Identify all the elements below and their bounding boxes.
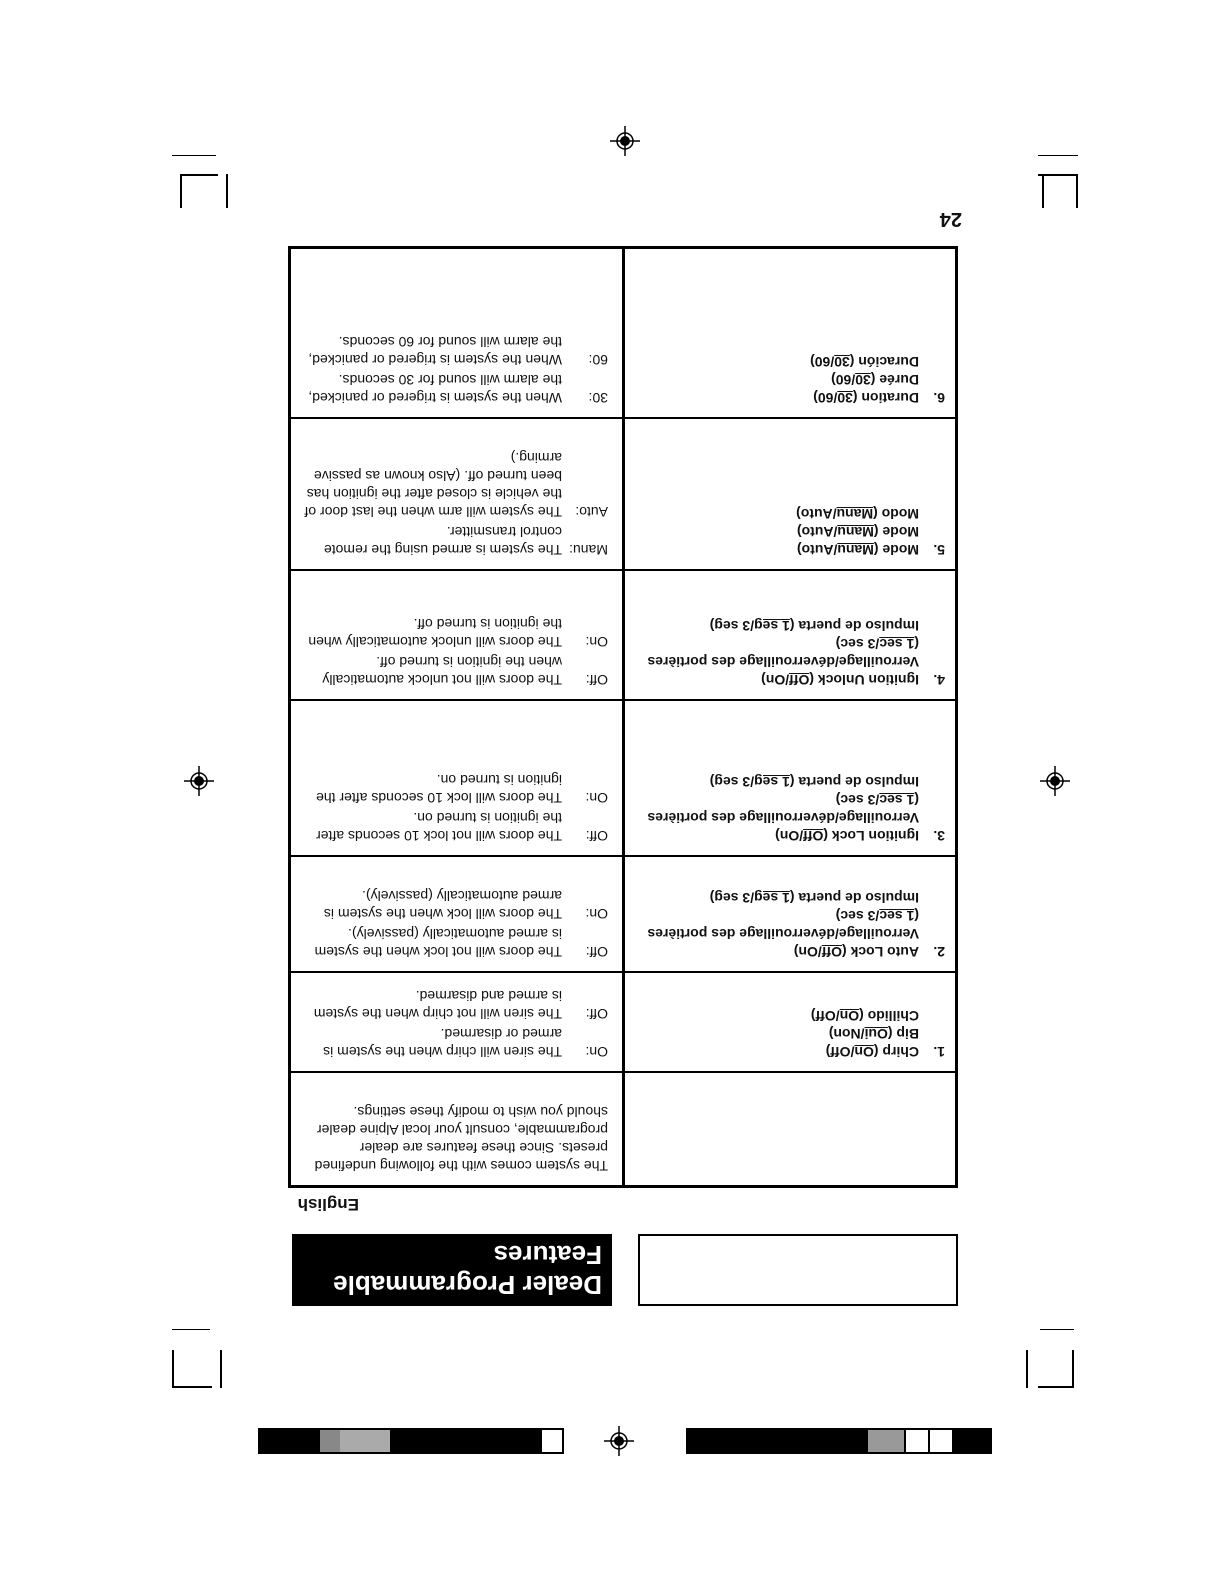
crop-mark: [172, 155, 216, 156]
crop-mark: [180, 174, 218, 176]
feature-option: [301, 887, 608, 923]
blank-box: [638, 1234, 958, 1306]
option-label: On:: [585, 1044, 608, 1060]
crop-mark: [1042, 174, 1044, 208]
feature-number: 3.: [933, 828, 945, 844]
option-label: Off:: [585, 672, 608, 688]
feature-options-cell: [291, 249, 622, 417]
feature-name-pre: Duration (: [852, 390, 919, 406]
feature-name-post: /On): [793, 944, 822, 960]
feature-title: [635, 389, 945, 407]
language-label: English: [297, 1195, 359, 1214]
option-label: Off:: [585, 828, 608, 844]
option-label: 30:: [588, 390, 608, 406]
features-table: [288, 246, 958, 1188]
feature-number: 2.: [933, 944, 945, 960]
feature-translation-default: 1 seg: [754, 890, 790, 906]
option-text: The doors will lock when the system is armed automatically (passively).: [323, 888, 562, 922]
option-text: The system is armed using the remote control transmitter.: [323, 524, 562, 558]
crop-mark: [220, 1350, 222, 1388]
feature-name-default: 30: [837, 390, 853, 406]
feature-options-cell: [291, 973, 622, 1071]
feature-option: [301, 449, 608, 521]
feature-translation: [635, 505, 945, 523]
feature-translation: [635, 353, 945, 371]
option-text: The siren will chirp when the system is armed or disarmed.: [323, 1026, 562, 1060]
feature-row: [291, 971, 955, 1071]
feature-name-default: Manu: [837, 542, 874, 558]
feature-translation-post: /3 seg): [709, 774, 755, 790]
crop-mark: [172, 1386, 212, 1388]
page-number: 24: [939, 208, 962, 230]
crop-mark: [226, 174, 228, 208]
color-bar: [258, 1428, 564, 1454]
feature-translation-default: 1 seg: [754, 618, 790, 634]
feature-translation-pre: Verrouillage/déverrouillage des portières (: [647, 792, 919, 826]
feature-name-default: On: [854, 1044, 874, 1060]
feature-translation-default: Oui: [864, 1026, 888, 1042]
feature-number: 6.: [933, 390, 945, 406]
feature-translation-post: /Non): [828, 1026, 865, 1042]
crop-mark: [172, 1350, 174, 1388]
feature-name-pre: Ignition Lock (: [823, 828, 919, 844]
feature-name-default: Off: [789, 672, 810, 688]
intro-text: The system comes with the following undefined presets. Since these features are dealer programmable, consult your local Alpine dealer should you wish to modify these settings.: [314, 1104, 608, 1174]
feature-name-pre: Auto Lock (: [842, 944, 919, 960]
feature-translation-default: On: [839, 1008, 860, 1024]
feature-name: [797, 541, 919, 559]
feature-translation-post: /60): [810, 354, 835, 370]
feature-name-cell: [622, 419, 955, 569]
option-label: Manu:: [569, 542, 608, 558]
crop-mark: [1038, 174, 1078, 176]
feature-translation-pre: Modo (: [873, 506, 919, 522]
feature-translation: [635, 1007, 945, 1025]
feature-option: [301, 925, 608, 961]
crop-mark: [180, 174, 182, 208]
feature-translation-pre: Verrouillage/déverrouillage des portières (: [647, 908, 919, 942]
feature-translation-default: 30: [834, 354, 850, 370]
feature-translation: [635, 523, 945, 541]
registration-mark-icon: [184, 766, 214, 796]
feature-translation-post: /Auto): [796, 506, 837, 522]
feature-translation: [635, 635, 945, 671]
feature-translation-post: /Auto): [796, 524, 838, 540]
feature-name-pre: Mode (: [873, 542, 919, 558]
feature-translation-pre: Impulso de puerta (: [789, 774, 919, 790]
feature-translation-post: /3 seg): [709, 618, 755, 634]
feature-translation-pre: Impulso de puerta (: [789, 618, 919, 634]
option-label: On:: [585, 634, 608, 650]
feature-title: [635, 827, 945, 845]
feature-options-cell: [291, 857, 622, 971]
feature-translation-default: 1 seg: [754, 774, 790, 790]
crop-mark: [172, 1329, 210, 1330]
option-text: The siren will not chirp when the system is armed and disarmed.: [313, 988, 562, 1022]
option-label: Off:: [585, 1006, 608, 1022]
feature-translation-default: 30: [855, 372, 871, 388]
option-label: 60:: [588, 352, 608, 368]
section-title: [292, 1234, 612, 1306]
feature-translation-default: Manu: [837, 524, 874, 540]
feature-title: [635, 671, 945, 689]
feature-translation: [635, 371, 945, 389]
feature-translation-pre: Chillido (: [859, 1008, 919, 1024]
feature-translation-pre: Duración (: [849, 354, 919, 370]
feature-translation: [635, 617, 945, 635]
feature-translation: [635, 907, 945, 943]
crop-mark: [1038, 1386, 1074, 1388]
feature-translation: [635, 773, 945, 791]
feature-row: [291, 417, 955, 569]
feature-name: [794, 943, 919, 961]
feature-option: [301, 371, 608, 407]
feature-number: 5.: [933, 542, 945, 558]
option-label: Auto:: [575, 504, 608, 520]
feature-translation-pre: Verrouillage/déverrouillage des portières (: [647, 636, 919, 670]
feature-translation-post: /3 sec): [835, 636, 880, 652]
option-text: When the system is trigered or panicked, the alarm will sound for 60 seconds.: [308, 334, 562, 368]
option-text: The system will arm when the last door of the vehicle is closed after the ignition has been turned off. (Also known as passive arming.): [304, 450, 562, 520]
feature-name-post: /On): [775, 828, 804, 844]
feature-option: [301, 523, 608, 559]
option-text: The doors will not unlock automatically when the ignition is turned off.: [322, 654, 562, 688]
feature-option: [301, 653, 608, 689]
feature-rows: [291, 249, 955, 1071]
feature-title: [635, 943, 945, 961]
feature-translation-pre: Impulso de puerta (: [789, 890, 919, 906]
crop-mark: [1076, 174, 1078, 208]
feature-name-cell: [622, 857, 955, 971]
feature-name-post: /60): [813, 390, 838, 406]
feature-name: [813, 389, 919, 407]
feature-translation-default: 1 sec: [879, 792, 915, 808]
feature-row: [291, 569, 955, 699]
option-text: The doors will unlock automatically when the ignition is turned off.: [308, 616, 562, 650]
feature-row: [291, 855, 955, 971]
registration-mark-icon: [604, 1426, 634, 1456]
feature-option: [301, 615, 608, 651]
section-title-line2: Features: [493, 1240, 602, 1270]
feature-name: [775, 827, 919, 845]
feature-translation-post: /60): [831, 372, 856, 388]
section-title-line1: Dealer Programmable: [333, 1270, 602, 1300]
color-bar: [686, 1428, 992, 1454]
option-label: On:: [585, 906, 608, 922]
option-label: On:: [585, 790, 608, 806]
feature-option: [301, 333, 608, 369]
crop-mark: [1072, 1350, 1074, 1388]
feature-name-pre: Ignition Unlock (: [809, 672, 919, 688]
intro-row: [291, 1071, 955, 1185]
feature-options-cell: [291, 701, 622, 855]
feature-translation-default: 1 sec: [879, 636, 915, 652]
option-text: The doors will not lock 10 seconds after the ignition is turned on.: [316, 810, 562, 844]
feature-name-default: Off: [821, 944, 842, 960]
registration-mark-icon: [1040, 766, 1070, 796]
feature-name-pre: Chirp (: [873, 1044, 919, 1060]
feature-translation-default: 1 sec: [879, 908, 915, 924]
feature-translation: [635, 889, 945, 907]
feature-name: [826, 1043, 919, 1061]
feature-title: [635, 1043, 945, 1061]
feature-number: 1.: [933, 1044, 945, 1060]
feature-name-cell: [622, 701, 955, 855]
feature-name-post: /Off): [825, 1044, 855, 1060]
intro-left-cell: [622, 1073, 955, 1185]
feature-translation-post: /3 sec): [835, 792, 880, 808]
feature-translation-post: /3 sec): [835, 908, 880, 924]
feature-translation: [635, 1025, 945, 1043]
feature-number: 4.: [933, 672, 945, 688]
feature-name-post: /On): [761, 672, 790, 688]
feature-translation: [635, 791, 945, 827]
feature-options-cell: [291, 571, 622, 699]
option-text: When the system is trigered or panicked, the alarm will sound for 30 seconds.: [308, 372, 562, 406]
option-text: The doors will not lock when the system is armed automatically (passively).: [314, 926, 562, 960]
feature-option: [301, 1025, 608, 1061]
feature-translation-post: /Off): [810, 1008, 840, 1024]
feature-row: [291, 699, 955, 855]
feature-translation-post: /3 seg): [709, 890, 755, 906]
feature-name-cell: [622, 973, 955, 1071]
registration-mark-icon: [610, 126, 640, 156]
feature-name-cell: [622, 571, 955, 699]
feature-option: [301, 987, 608, 1023]
feature-options-cell: [291, 419, 622, 569]
feature-name-post: /Auto): [796, 542, 838, 558]
feature-option: [301, 771, 608, 807]
feature-translation-pre: Durée (: [870, 372, 919, 388]
feature-name: [761, 671, 919, 689]
feature-option: [301, 809, 608, 845]
feature-row: [291, 249, 955, 417]
crop-mark: [1040, 1329, 1074, 1330]
feature-translation-default: Manu: [836, 506, 874, 522]
feature-title: [635, 541, 945, 559]
feature-translation-pre: Mode (: [873, 524, 919, 540]
feature-name-default: Off: [803, 828, 824, 844]
feature-translation-pre: Bip (: [887, 1026, 919, 1042]
feature-name-cell: [622, 249, 955, 417]
option-text: The doors will lock 10 seconds after the ignition is turned on.: [316, 772, 562, 806]
option-label: Off:: [585, 944, 608, 960]
crop-mark: [1038, 155, 1078, 156]
crop-mark: [1026, 1350, 1028, 1388]
